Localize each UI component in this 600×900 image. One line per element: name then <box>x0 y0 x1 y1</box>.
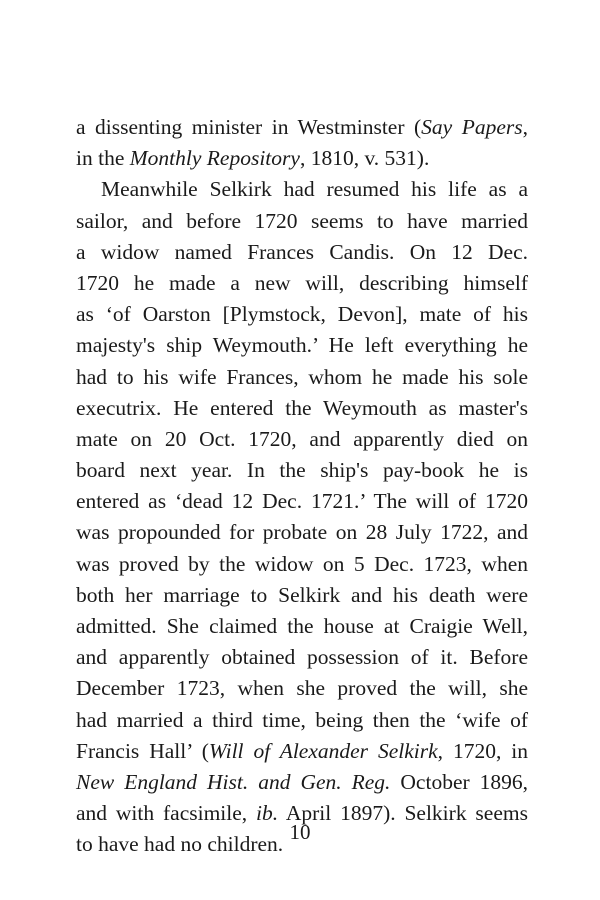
text-line <box>76 174 528 205</box>
text-line <box>76 642 528 673</box>
text-segment: 1720 he made a new will, describing himself <box>76 270 528 295</box>
text-segment: both her marriage to Selkirk and his death were <box>76 582 528 607</box>
italic-text: Will of Alexander Selkirk <box>208 738 438 763</box>
text-line <box>76 206 528 237</box>
text-line <box>76 330 528 361</box>
text-line <box>76 424 528 455</box>
text-segment: , 1810, v. 531). <box>299 146 430 171</box>
body-text <box>76 112 528 861</box>
text-segment: was propounded for probate on 28 July 1722, and <box>76 520 528 545</box>
text-segment: was proved by the widow on 5 Dec. 1723, when <box>76 551 528 576</box>
text-segment: April 1897). Selkirk seems <box>278 801 528 826</box>
text-line <box>76 767 528 798</box>
text-line <box>76 611 528 642</box>
text-segment: December 1723, when she proved the will, she <box>76 676 528 701</box>
text-line <box>76 299 528 330</box>
text-line <box>76 237 528 268</box>
text-segment: a widow named Frances Candis. On 12 Dec. <box>76 239 528 264</box>
text-segment: entered as ‘dead 12 Dec. 1721.’ The will of 1720 <box>76 489 528 514</box>
text-segment: October 1896, <box>390 769 528 794</box>
text-line <box>76 580 528 611</box>
text-segment: had to his wife Frances, whom he made his sole <box>76 364 528 389</box>
text-segment: board next year. In the ship's pay-book he is <box>76 458 528 483</box>
text-line <box>76 486 528 517</box>
text-line <box>76 268 528 299</box>
text-segment: had married a third time, being then the ‘wife of <box>76 707 528 732</box>
text-segment: majesty's ship Weymouth.’ He left everything he <box>76 333 528 358</box>
text-line <box>76 549 528 580</box>
text-segment: to have had no children. <box>76 832 284 857</box>
italic-text: New England Hist. and Gen. Reg. <box>76 769 391 794</box>
text-segment: and apparently obtained possession of it. Before <box>76 645 528 670</box>
text-line <box>76 455 528 486</box>
text-segment: , <box>522 115 529 139</box>
text-segment: mate on 20 Oct. 1720, and apparently died on <box>76 426 528 451</box>
text-segment: admitted. She claimed the house at Craigie Well, <box>76 614 528 638</box>
text-line <box>76 362 528 393</box>
italic-text: Monthly Repository <box>129 146 300 171</box>
text-line <box>76 143 528 174</box>
text-segment: and with facsimile, <box>76 801 257 826</box>
text-line <box>76 393 528 424</box>
text-segment: Francis Hall’ ( <box>76 738 209 763</box>
text-line <box>76 517 528 548</box>
text-line <box>76 673 528 704</box>
text-line <box>76 736 528 767</box>
text-line <box>76 705 528 736</box>
text-segment: executrix. He entered the Weymouth as master's <box>76 395 528 420</box>
text-segment: sailor, and before 1720 seems to have married <box>76 208 528 233</box>
page-number: 10 <box>289 820 311 844</box>
italic-text: Say Papers <box>421 115 523 139</box>
text-segment: , 1720, in <box>437 738 528 763</box>
text-segment: a dissenting minister in Westminster ( <box>76 115 422 139</box>
italic-text: ib. <box>256 801 279 826</box>
text-segment: Meanwhile Selkirk had resumed his life as a <box>101 177 528 202</box>
text-segment: as ‘of Oarston [Plymstock, Devon], mate of his <box>76 302 528 327</box>
text-segment: in the <box>76 146 130 171</box>
text-line <box>76 112 528 143</box>
